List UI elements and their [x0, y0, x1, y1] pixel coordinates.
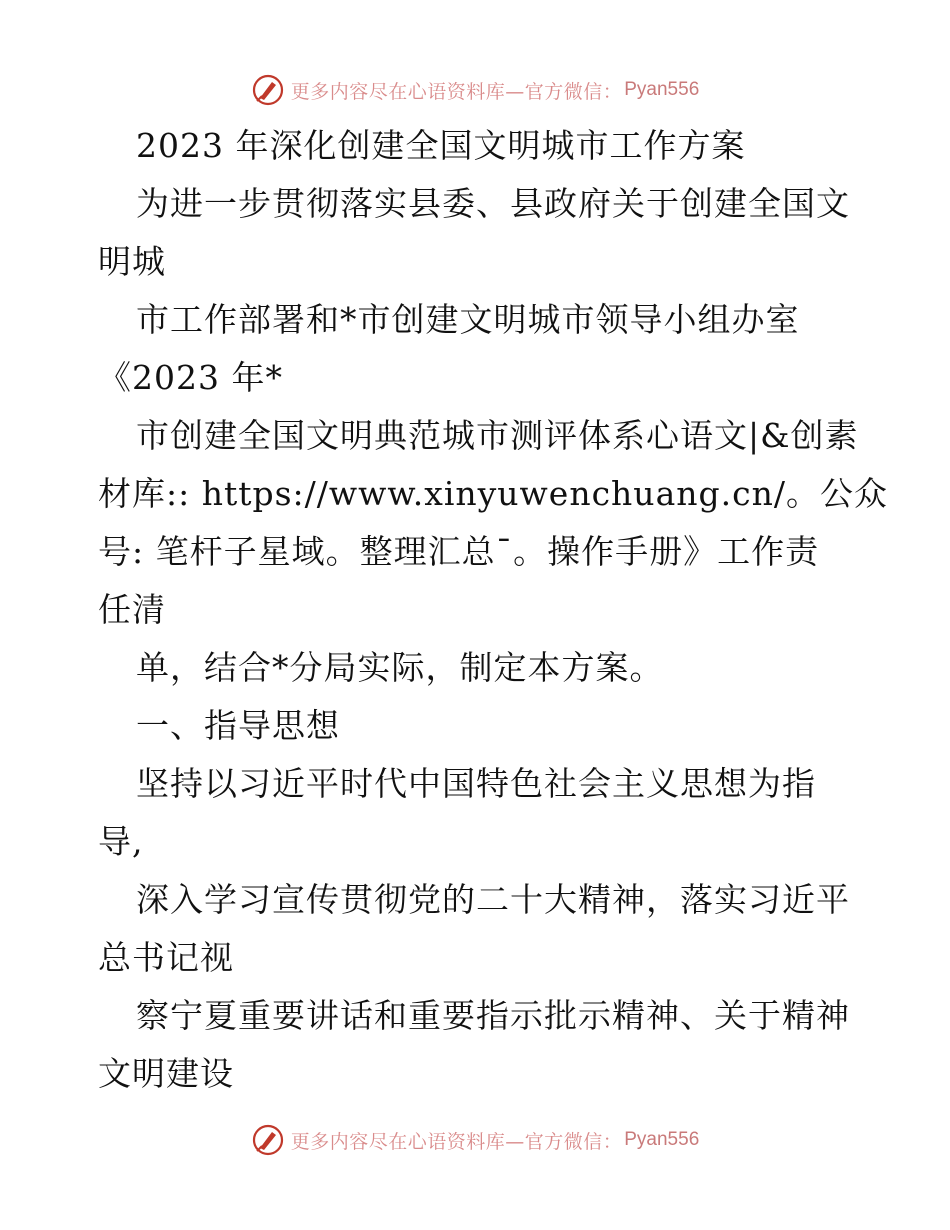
text-line: 坚持以习近平时代中国特色社会主义思想为指 [136, 764, 816, 803]
text-line: 市工作部署和*市创建文明城市领导小组办室 [136, 300, 800, 339]
text-line: 明城 [98, 242, 166, 281]
text-line: 任清 [98, 590, 166, 629]
text-line: 单，结合*分局实际，制定本方案。 [136, 648, 664, 687]
watermark-text: 更多内容尽在心语资料库—官方微信： [290, 80, 623, 103]
text-line: 市创建全国文明典范城市测评体系心语文|&创素 [136, 416, 859, 455]
text-line: 材库:: https://www.xinyuwenchuang.cn/。公众 [98, 474, 888, 513]
watermark-wechat-id: Pyan556 [624, 1129, 700, 1150]
text-line: 深入学习宣传贯彻党的二十大精神，落实习近平 [136, 880, 850, 919]
text-line: 察宁夏重要讲话和重要指示批示精神、关于精神 [136, 996, 850, 1035]
text-line: 为进一步贯彻落实县委、县政府关于创建全国文 [136, 184, 850, 223]
text-line: 《2023 年* [98, 358, 283, 397]
footer-watermark [0, 1120, 950, 1160]
text-line: 号: 笔杆子星域。整理汇总¯。操作手册》工作责 [98, 532, 820, 571]
quill-pen-icon [251, 1123, 285, 1157]
text-line: 导, [98, 822, 144, 861]
watermark-text: 更多内容尽在心语资料库—官方微信： [290, 1130, 623, 1153]
text-line: 总书记视 [98, 938, 234, 977]
text-line: 文明建设 [98, 1054, 234, 1093]
section-heading: 一、指导思想 [136, 706, 340, 745]
watermark-wechat-id: Pyan556 [624, 79, 700, 100]
document-title: 2023 年深化创建全国文明城市工作方案 [136, 126, 746, 165]
